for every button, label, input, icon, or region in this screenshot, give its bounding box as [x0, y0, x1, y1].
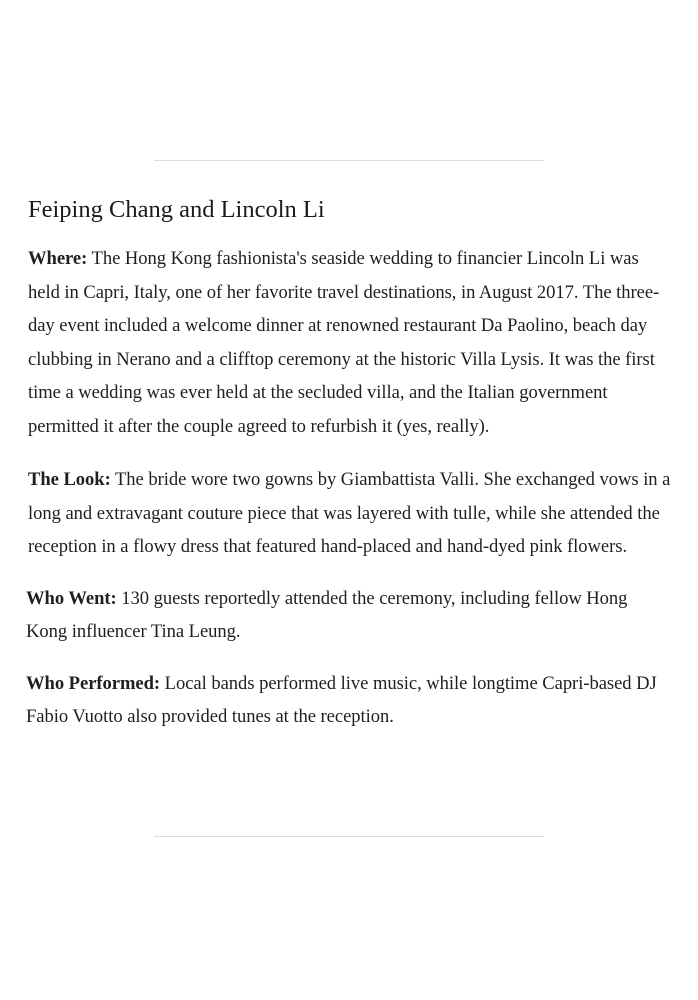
article: [28, 192, 673, 734]
who-performed-paragraph: [26, 667, 673, 734]
who-went-text: 130 guests reportedly attended the ceremony, including fellow Hong Kong influencer Tina Leung.: [26, 587, 628, 642]
look-paragraph: [28, 463, 673, 564]
where-label: Where:: [28, 248, 88, 269]
top-divider: [154, 160, 544, 161]
bottom-divider: [154, 836, 544, 837]
look-text: The bride wore two gowns by Giambattista Valli. She exchanged vows in a long and extravagant couture piece that was layered with tulle, while she attended the reception in a flowy dress that featured hand-placed and hand-dyed pink flowers.: [28, 469, 671, 557]
article-title: Feiping Chang and Lincoln Li: [28, 196, 325, 223]
where-paragraph: [28, 242, 673, 443]
who-went-label: Who Went:: [26, 587, 117, 609]
where-text: The Hong Kong fashionista's seaside wedding to financier Lincoln Li was held in Capri, Italy, one of her favorite travel destinations, in August 2017. The three-day event included a welcome dinner at renowned restaurant Da Paolino, beach day clubbing in Nerano and a clifftop ceremony at the historic Villa Lysis. It was the first time a wedding was ever held at the secluded villa, and the Italian government permitted it after the couple agreed to refurbish it (yes, really).: [28, 248, 660, 437]
who-performed-text: Local bands performed live music, while longtime Capri-based DJ Fabio Vuotto also provided tunes at the reception.: [26, 672, 657, 727]
who-performed-label: Who Performed:: [26, 672, 161, 694]
who-went-paragraph: [26, 582, 673, 649]
look-label: The Look:: [28, 469, 111, 490]
